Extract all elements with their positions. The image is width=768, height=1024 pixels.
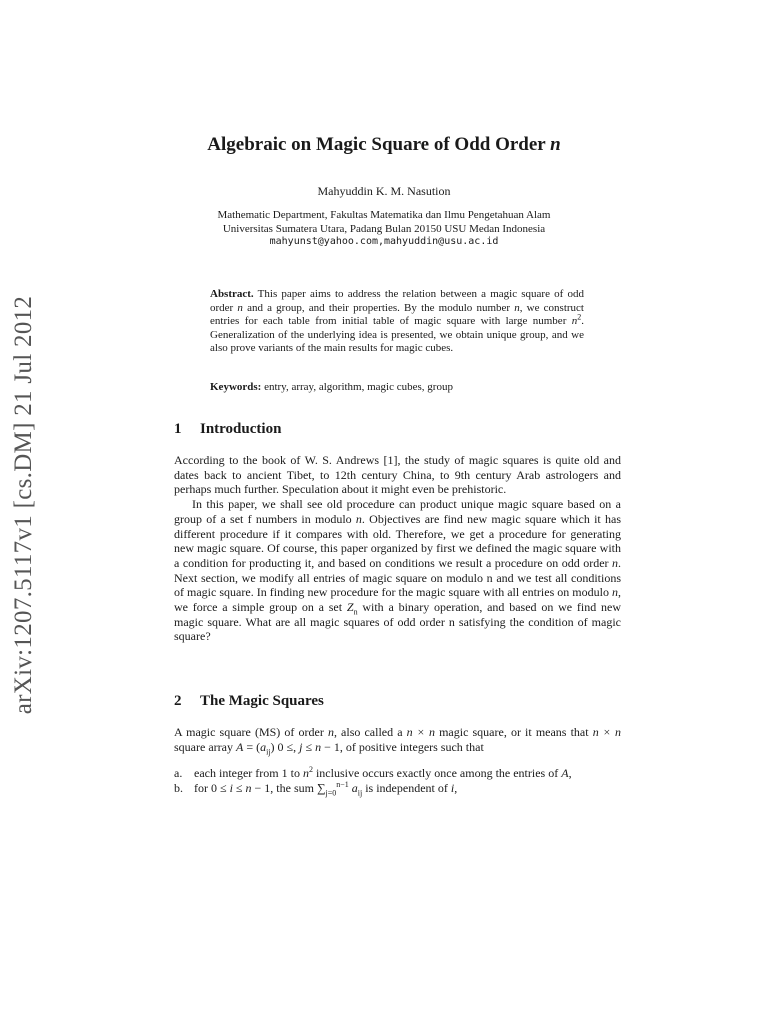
list-item-label: a. bbox=[174, 766, 183, 780]
list-item-label: b. bbox=[174, 780, 183, 795]
paragraph: A magic square (MS) of order n, also called a n × n magic square, or it means that n × n square array $A = (a_{ij})$ 0 ≤, j ≤ n − 1, of positive integers such that bbox=[174, 725, 621, 757]
author-name: Mahyuddin K. M. Nasution bbox=[317, 184, 451, 198]
paragraph: According to the book of W. S. Andrews [1], the study of magic squares is quite old and dates back to ancient Tibet, to 12th century China, to 9th century Arab astrologers and perhaps much further. Speculation about it might even be prehistoric. bbox=[174, 453, 621, 497]
paragraph: In this paper, we shall see old procedure can product unique magic square based on a group of a set f numbers in modulo n. Objectives are find new magic square which it has different procedure if it compares with old. Therefore, we get a procedure for generating new magic square. Of course, this paper organized by first we defined the magic square with a condition for producting it, and based on conditions we result a procedure on odd order n. Next section, we modify all entries of magic square on modulo n and we test all conditions of magic square. In finding new procedure for the magic square with all entries on modulo n, we force a simple group on a set $Z_n$ with a binary operation, and based on we find new magic square. What are all magic squares of odd order n satisfying the condition of magic square? bbox=[174, 497, 621, 644]
author-email: mahyunst@yahoo.com,mahyuddin@usu.ac.id bbox=[269, 236, 499, 247]
keywords-label: Keywords: bbox=[210, 381, 262, 393]
section-heading-magic-squares: 2 The Magic Squares bbox=[174, 693, 324, 709]
arxiv-identifier-stamp bbox=[2, 290, 46, 720]
affiliation-line: Mathematic Department, Fakultas Matematika dan Ilmu Pengetahuan Alam bbox=[217, 209, 551, 221]
list-item bbox=[174, 781, 621, 796]
list-item-text: for 0 ≤ i ≤ n − 1, the sum $\sum_{j=0}^{n-1}$ $a_{ij}$ is independent of i, bbox=[194, 779, 458, 798]
list-item bbox=[174, 766, 621, 781]
section-heading-introduction: 1 Introduction bbox=[174, 421, 282, 437]
arxiv-stamp-text: arXiv:1207.5117v1 [cs.DM] 21 Jul 2012 bbox=[10, 295, 38, 715]
abstract: Abstract. This paper aims to address the relation between a magic square of odd order n and a group, and their properties. By the modulo number n, we construct entries for each table from initial table of magic square with large number $n^2$. Generalization of the underlying idea is presented, we obtain unique group, and we also prove variants of the main results for magic cubes. bbox=[210, 288, 584, 355]
condition-list bbox=[174, 765, 621, 798]
magic-squares-body bbox=[174, 725, 621, 757]
keywords-list: entry, array, algorithm, magic cubes, group bbox=[261, 381, 453, 393]
author-affiliation bbox=[0, 208, 768, 236]
keywords bbox=[210, 381, 584, 393]
affiliation-line: Universitas Sumatera Utara, Padang Bulan 20150 USU Medan Indonesia bbox=[222, 223, 546, 235]
list-item-text: each integer from 1 to $n^2$ inclusive occurs exactly once among the entries of A, bbox=[194, 765, 572, 780]
paper-title: Algebraic on Magic Square of Odd Order n bbox=[207, 134, 561, 155]
abstract-label: Abstract. bbox=[210, 288, 254, 300]
introduction-body bbox=[174, 453, 621, 644]
